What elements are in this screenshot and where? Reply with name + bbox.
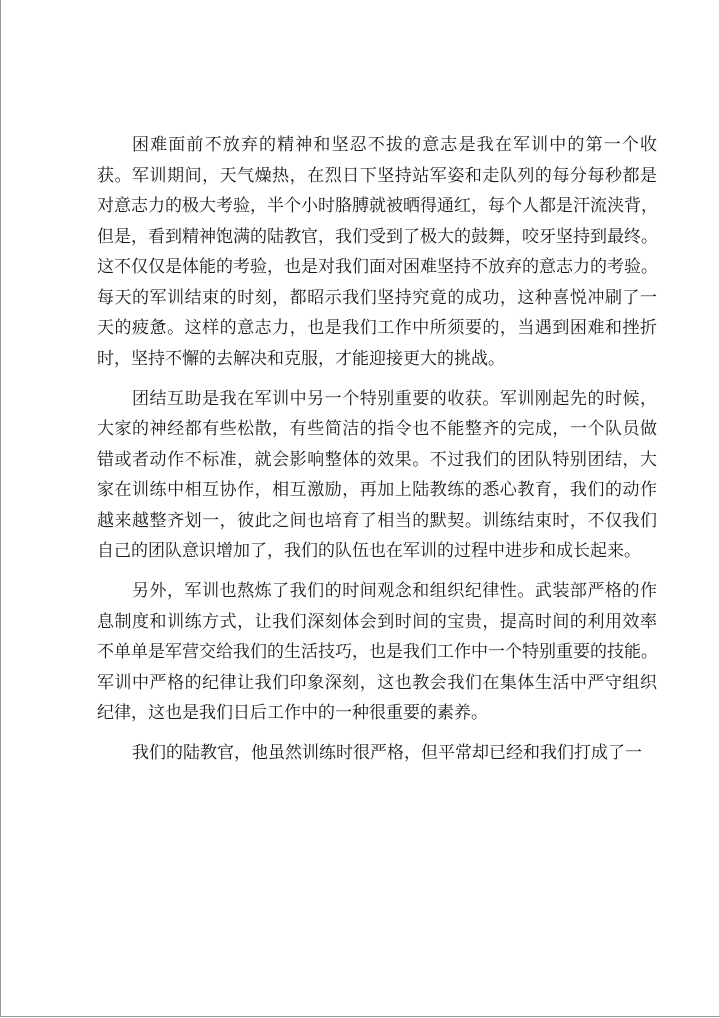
text-line: 但是，看到精神饱满的陆教官，我们受到了极大的鼓舞，咬牙坚持到最终。 — [97, 226, 658, 247]
paragraph — [97, 384, 657, 567]
text-line: 不单单是军营交给我们的生活技巧，也是我们工作中一个特别重要的技能。 — [97, 642, 658, 662]
text-line: 军训中严格的纪律让我们印象深刻，这也教会我们在集体生活中严守组织 — [97, 672, 657, 693]
text-line: 这不仅仅是体能的考验，也是对我们面对困难坚持不放弃的意志力的考验。 — [97, 257, 658, 277]
text-line: 团结互助是我在军训中另一个特别重要的收获。军训刚起先的时候， — [132, 388, 657, 409]
text-line: 困难面前不放弃的精神和坚忍不拔的意志是我在军训中的第一个收 — [132, 135, 657, 155]
text-line: 每天的军训结束的时刻，都昭示我们坚持究竟的成功，这种喜悦冲刷了一 — [97, 287, 657, 308]
paragraph — [97, 576, 657, 729]
text-line: 天的疲惫。这样的意志力，也是我们工作中所须要的，当遇到困难和挫折 — [97, 318, 657, 338]
text-line: 息制度和训练方式，让我们深刻体会到时间的宝贵，提高时间的利用效率 — [97, 611, 657, 632]
text-line: 获。军训期间，天气燥热，在烈日下坚持站军姿和走队列的每分每秒都是 — [97, 165, 657, 186]
text-line: 家在训练中相互协作，相互激励，再加上陆教练的悉心教育，我们的动作 — [97, 480, 657, 500]
text-line: 越来越整齐划一，彼此之间也培育了相当的默契。训练结束时，不仅我们 — [97, 510, 657, 531]
text-line: 时，坚持不懈的去解决和克服，才能迎接更大的挑战。 — [97, 348, 505, 369]
text-line: 大家的神经都有些松散，有些简洁的指令也不能整齐的完成，一个队员做 — [97, 419, 657, 439]
text-line: 对意志力的极大考验，半个小时胳膊就被晒得通红，每个人都是汗流浃背， — [97, 196, 658, 216]
paragraph — [97, 130, 657, 374]
text-line: 自己的团队意识增加了，我们的队伍也在军训的过程中进步和成长起来。 — [97, 541, 641, 561]
text-line: 错或者动作不标准，就会影响整体的效果。不过我们的团队特别团结，大 — [97, 449, 657, 470]
text-line: 纪律，这也是我们日后工作中的一种很重要的素养。 — [97, 703, 488, 723]
text-line: 另外，军训也熬炼了我们的时间观念和组织纪律性。武装部严格的作 — [132, 581, 657, 601]
paragraph — [97, 738, 657, 769]
text-line: 我们的陆教官，他虽然训练时很严格，但平常却已经和我们打成了一 — [132, 743, 642, 763]
document-body — [97, 130, 657, 778]
